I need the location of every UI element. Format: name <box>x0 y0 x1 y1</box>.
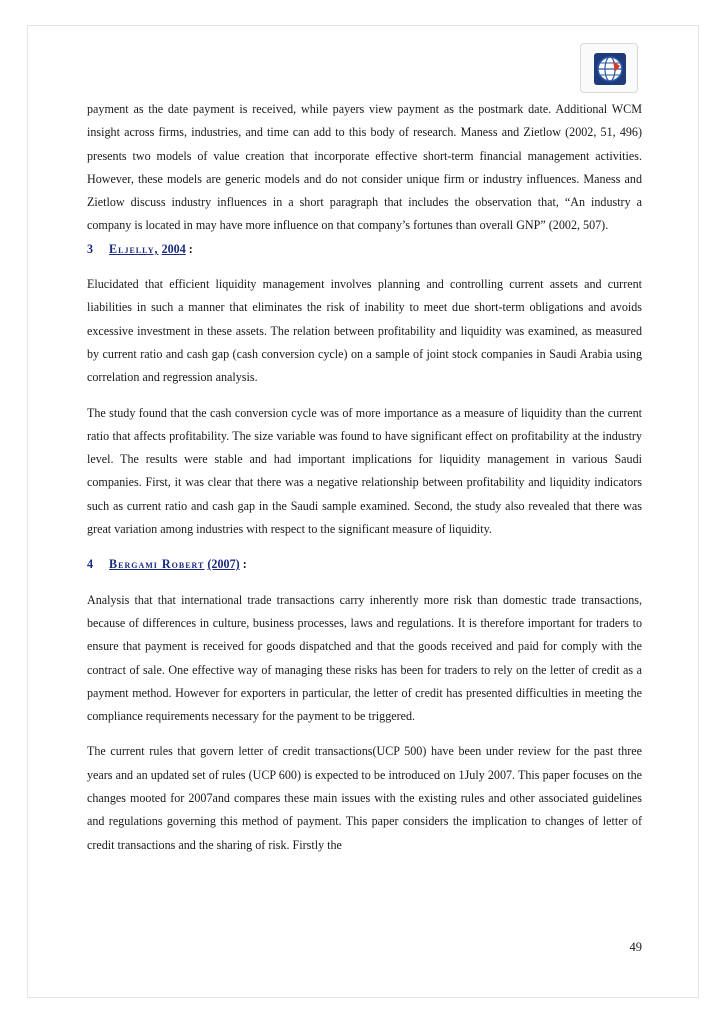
section-heading-bergami <box>87 553 642 576</box>
document-body <box>87 98 642 857</box>
section-number: 4 <box>87 557 94 572</box>
section-colon: : <box>188 241 193 256</box>
section-year: (2007) <box>207 557 240 572</box>
intro-paragraph: payment as the date payment is received, while payers view payment as the postmark date. Additional WCM insight across firms, industries, and time can add to this body of research. Maness and Zietlow (2002, 51, 496) presents two models of value creation that incorporate effective short-term financial management activities. However, these models are generic models and do not consider unique firm or industry influences. Maness and Zietlow discuss industry influences in a short paragraph that includes the observation that, “An industry a company is located in may have more influence on that company’s fortunes than overall GNP” (2002, 507). <box>87 102 642 233</box>
section-year: 2004 <box>161 241 186 256</box>
section-author: Eljelly, <box>109 241 159 256</box>
page-number: 49 <box>629 940 642 954</box>
section-author: Bergami Robert <box>109 557 205 572</box>
paragraph-bergami-1: Analysis that that international trade transactions carry inherently more risk than domestic trade transactions, because of differences in culture, business processes, laws and regulations. It is therefore important for traders to ensure that payment is received for goods dispatched and that the goods received and paid for comply with the contract of sale. One effective way of managing these risks has been for traders to rely on the letter of credit as a payment method. However for exporters in particular, the letter of credit has presented difficulties in meeting the compliance requirements necessary for the payment to be triggered. <box>87 592 642 724</box>
section-colon: : <box>242 557 247 572</box>
paragraph-eljelly-1: Elucidated that efficient liquidity management involves planning and controlling current assets and current liabilities in such a manner that eliminates the risk of inability to meet due short-term obligations and avoids excessive investment in these assets. The relation between profitability and liquidity was examined, as measured by current ratio and cash gap (cash conversion cycle) on a sample of joint stock companies in Saudi Arabia using correlation and regression analysis. <box>87 277 642 385</box>
globe-logo-icon <box>593 52 627 86</box>
section-number: 3 <box>87 241 94 256</box>
publisher-logo <box>580 43 638 93</box>
section-heading-eljelly <box>87 238 642 261</box>
paragraph-eljelly-2: The study found that the cash conversion cycle was of more importance as a measure of liquidity than the current ratio that affects profitability. The size variable was found to have significant effect on profitability at the industry level. The results were stable and had important implications for liquidity management in various Saudi companies. First, it was clear that there was a negative relationship between profitability and liquidity indicators such as current ratio and cash gap in the Saudi sample examined. Second, the study also revealed that there was great variation among industries with respect to the significant measure of liquidity. <box>87 405 642 537</box>
paragraph-bergami-2: The current rules that govern letter of credit transactions(UCP 500) have been under review for the past three years and an updated set of rules (UCP 600) is expected to be introduced on 1July 2007. This paper focuses on the changes mooted for 2007and compares these main issues with the existing rules and other associated guidelines and regulations governing this method of payment. This paper considers the implication to changes of letter of credit transactions and the sharing of risk. Firstly the <box>87 744 642 852</box>
